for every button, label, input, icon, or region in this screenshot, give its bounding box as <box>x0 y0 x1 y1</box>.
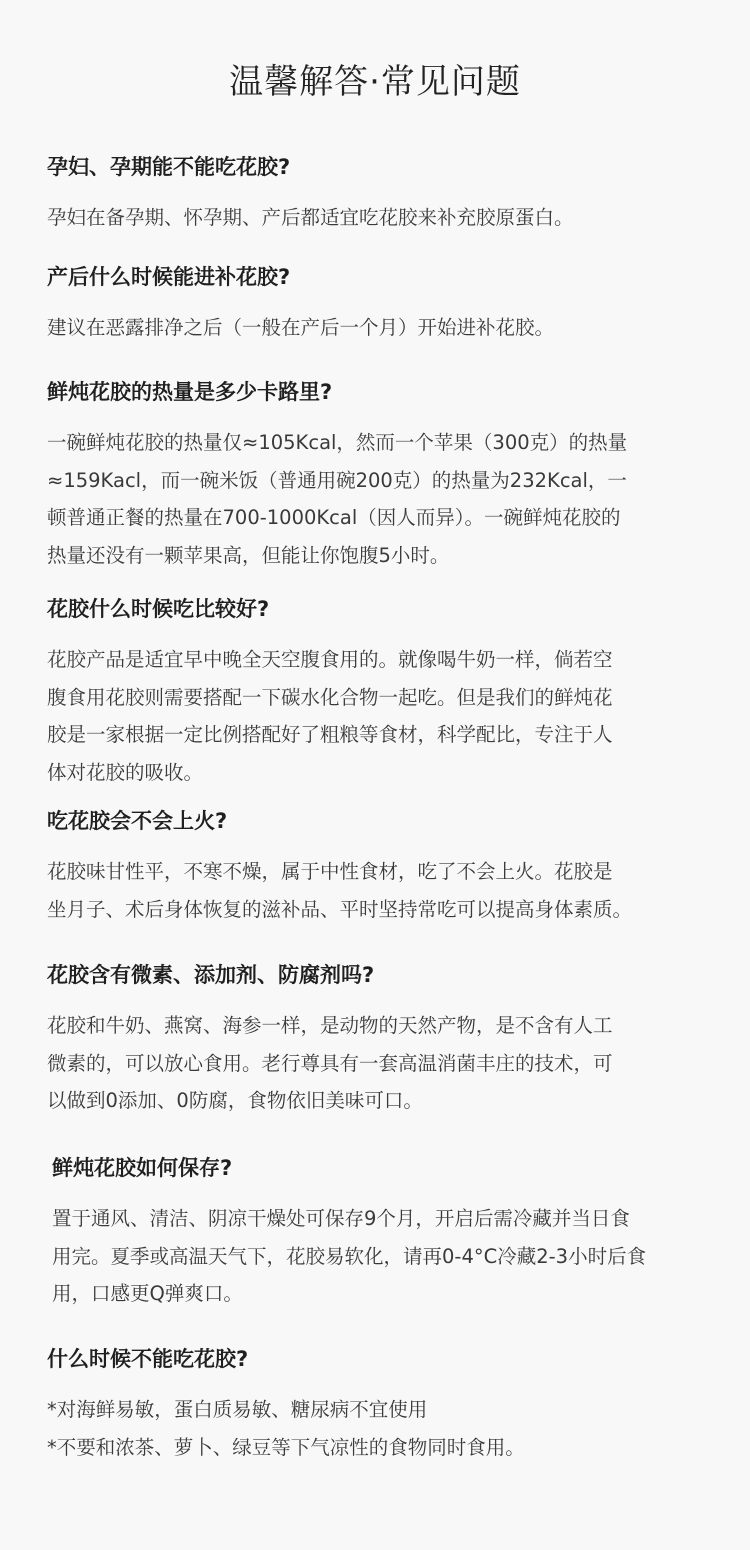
faq-answer-line: 体对花胶的吸收。 <box>47 760 204 784</box>
faq-answer <box>47 641 712 791</box>
faq-question: 孕妇、孕期能不能吃花胶? <box>47 155 291 179</box>
faq-question: 花胶含有微素、添加剂、防腐剂吗? <box>47 963 375 987</box>
faq-answer-line: 用，口感更Q弹爽口。 <box>52 1282 243 1305</box>
faq-answer-line: 花胶和牛奶、燕窝、海参一样，是动物的天然产物，是不含有人工 <box>47 1014 613 1037</box>
faq-answer-line: ≈159Kacl，而一碗米饭（普通用碗200克）的热量为232Kcal，一 <box>47 468 627 492</box>
faq-answer <box>47 309 712 347</box>
faq-question: 吃花胶会不会上火? <box>47 809 228 833</box>
faq-item-contraindications <box>47 1345 712 1466</box>
faq-question: 产后什么时候能进补花胶? <box>47 265 291 289</box>
faq-answer-line: 热量还没有一颗苹果高，但能让你饱腹5小时。 <box>47 543 450 567</box>
faq-question: 鲜炖花胶的热量是多少卡路里? <box>47 380 333 404</box>
faq-answer-line: 以做到0添加、0防腐，食物依旧美味可口。 <box>47 1089 423 1112</box>
faq-item-heat <box>47 807 712 928</box>
faq-answer-line: 胶是一家根据一定比例搭配好了粗粮等食材，科学配比，专注于人 <box>47 723 613 746</box>
faq-answer-line: 一碗鲜炖花胶的热量仅≈105Kcal，然而一个苹果（300克）的热量 <box>47 431 628 454</box>
faq-answer <box>47 1007 712 1120</box>
faq-answer-line: 孕妇在备孕期、怀孕期、产后都适宜吃花胶来补充胶原蛋白。 <box>47 206 574 229</box>
faq-answer-line: *对海鲜易敏，蛋白质易敏、糖尿病不宜使用 <box>47 1398 428 1421</box>
faq-answer-line: 置于通风、清洁、阴凉干燥处可保存9个月，开启后需冷藏并当日食 <box>52 1207 630 1230</box>
faq-answer <box>47 1391 712 1466</box>
faq-answer-line: 花胶产品是适宜早中晚全天空腹食用的。就像喝牛奶一样，倘若空 <box>47 648 613 671</box>
faq-answer <box>47 424 712 574</box>
faq-answer-line: 坐月子、术后身体恢复的滋补品、平时坚持常吃可以提高身体素质。 <box>47 897 633 921</box>
faq-answer-line: *不要和浓茶、萝卜、绿豆等下气凉性的食物同时食用。 <box>47 1435 525 1459</box>
faq-question: 鲜炖花胶如何保存? <box>52 1156 233 1180</box>
faq-answer-line: 腹食用花胶则需要搭配一下碳水化合物一起吃。但是我们的鲜炖花 <box>47 685 613 709</box>
faq-answer <box>47 853 712 928</box>
faq-item-storage <box>52 1154 717 1313</box>
faq-item-postpartum <box>47 263 712 347</box>
faq-answer-line: 用完。夏季或高温天气下，花胶易软化，请再0-4°C冷藏2-3小时后食 <box>52 1244 647 1268</box>
faq-answer <box>52 1200 717 1313</box>
page-title: 温馨解答·常见问题 <box>229 62 521 102</box>
faq-question: 花胶什么时候吃比较好? <box>47 597 270 621</box>
faq-answer-line: 建议在恶露排净之后（一般在产后一个月）开始进补花胶。 <box>47 316 555 339</box>
faq-answer <box>47 199 712 237</box>
faq-question: 什么时候不能吃花胶? <box>47 1347 249 1371</box>
faq-answer-line: 微素的，可以放心食用。老行尊具有一套高温消菌丰庄的技术，可 <box>47 1051 613 1075</box>
faq-item-best-time <box>47 595 712 791</box>
faq-answer-line: 顿普通正餐的热量在700-1000Kcal（因人而异）。一碗鲜炖花胶的 <box>47 506 621 529</box>
faq-item-calories <box>47 378 712 574</box>
faq-item-pregnancy <box>47 153 712 237</box>
faq-item-additives <box>47 961 712 1120</box>
faq-answer-line: 花胶味甘性平，不寒不燥，属于中性食材，吃了不会上火。花胶是 <box>47 860 613 883</box>
